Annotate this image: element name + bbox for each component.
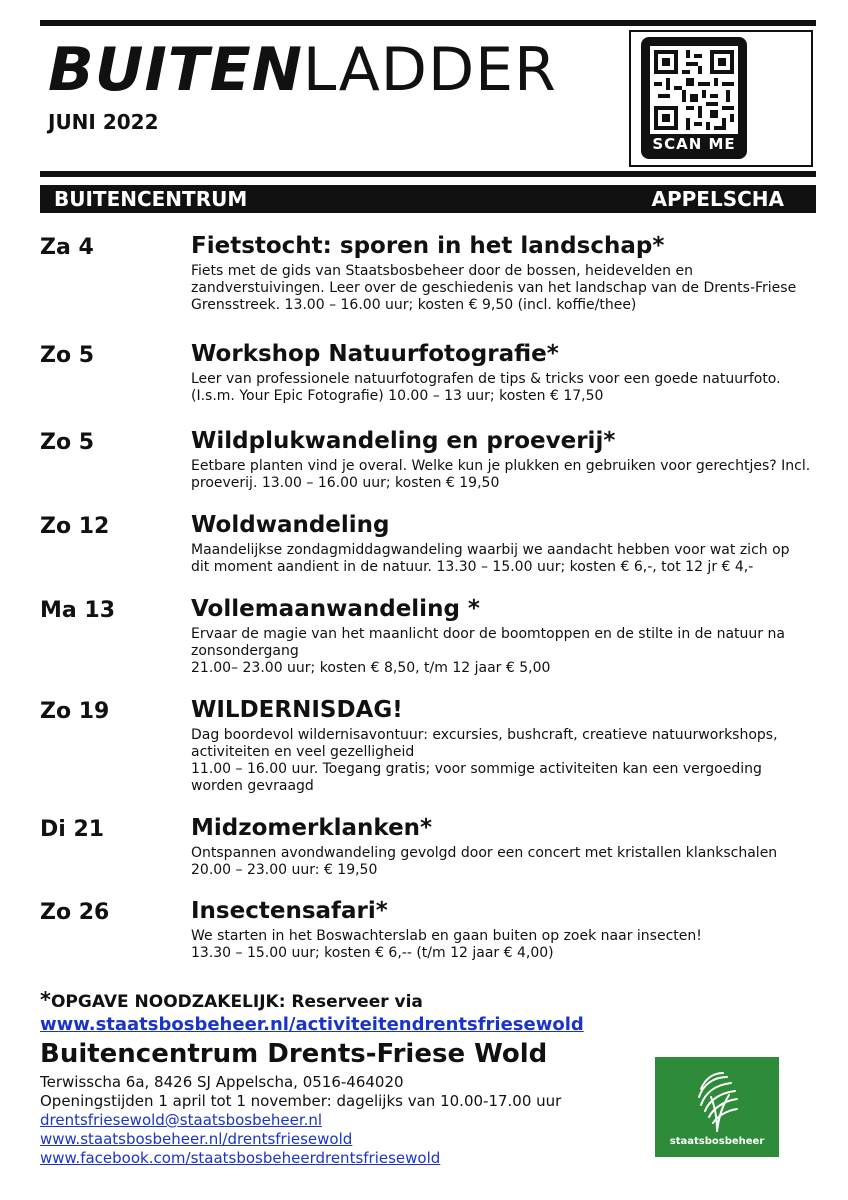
- event-title: Midzomerklanken*: [191, 815, 433, 841]
- facebook-link[interactable]: www.facebook.com/staatsbosbeheerdrentsfriesewold: [40, 1149, 441, 1167]
- event-title: Workshop Natuurfotografie*: [191, 341, 559, 367]
- event-title: Woldwandeling: [191, 512, 390, 538]
- event-date: Za 4: [40, 235, 94, 260]
- event-description: Fiets met de gids van Staatsbosbeheer door de bossen, heidevelden en zandverstuivingen. Leer over de geschiedenis van het landschap van de Drents-Friese Grensstreek. 13.00 – 16.00 uur; kosten € 9,50 (incl. koffie/thee): [191, 263, 797, 313]
- logo-text: staatsbosbeheer: [669, 1136, 765, 1147]
- page-title: [48, 34, 557, 106]
- event-description: Eetbare planten vind je overal. Welke kun je plukken en gebruiken voor gerechtjes? Incl. proeverij. 13.00 – 16.00 uur; kosten € 19,50: [191, 458, 811, 491]
- location-bar-left: BUITENCENTRUM: [54, 187, 248, 211]
- event-description: Leer van professionele natuurfotografen de tips & tricks voor een goede natuurfoto. (I.s.m. Your Epic Fotografie) 10.00 – 13 uur; kosten € 17,50: [191, 371, 781, 404]
- qr-label: SCAN ME: [652, 135, 736, 153]
- email-link[interactable]: drentsfriesewold@staatsbosbeheer.nl: [40, 1111, 323, 1129]
- event-title: Insectensafari*: [191, 898, 388, 924]
- location-bar-right: APPELSCHA: [651, 187, 784, 211]
- qr-code[interactable]: [641, 37, 747, 159]
- address: Terwisscha 6a, 8426 SJ Appelscha, 0516-464020: [40, 1073, 404, 1091]
- event-date: Zo 5: [40, 343, 95, 368]
- qr-code-icon: [650, 46, 738, 134]
- event-description: Ervaar de magie van het maanlicht door de boomtoppen en de stilte in de natuur na zonsondergang 21.00– 23.00 uur; kosten € 8,50, t/m 12 jaar € 5,00: [191, 626, 785, 676]
- asterisk: *: [40, 988, 51, 1012]
- event-title: Fietstocht: sporen in het landschap*: [191, 233, 665, 259]
- qr-box: [629, 30, 813, 167]
- event-description: Ontspannen avondwandeling gevolgd door een concert met kristallen klankschalen 20.00 – 23.00 uur: € 19,50: [191, 845, 778, 878]
- reservation-note: [40, 988, 640, 1012]
- footer: [40, 988, 640, 1168]
- month-label: JUNI 2022: [48, 110, 159, 134]
- center-name: Buitencentrum Drents-Friese Wold: [40, 1039, 548, 1069]
- event-date: Zo 19: [40, 699, 110, 724]
- opening-hours: Openingstijden 1 april tot 1 november: dagelijks van 10.00-17.00 uur: [40, 1092, 562, 1110]
- event-description: We starten in het Boswachterslab en gaan buiten op zoek naar insecten! 13.30 – 15.00 uur; kosten € 6,-- (t/m 12 jaar € 4,00): [191, 928, 702, 961]
- website-link[interactable]: www.staatsbosbeheer.nl/drentsfriesewold: [40, 1130, 353, 1148]
- title-bold: BUITEN: [48, 35, 303, 105]
- reservation-link[interactable]: www.staatsbosbeheer.nl/activiteitendrentsfriesewold: [40, 1014, 584, 1035]
- event-description: Dag boordevol wildernisavontuur: excursies, bushcraft, creatieve natuurworkshops, activiteiten en veel gezelligheid 11.00 – 16.00 uur. Toegang gratis; voor sommige activiteiten kan een vergoeding worden gevraagd: [191, 727, 778, 794]
- tree-icon: [695, 1067, 739, 1133]
- event-date: Ma 13: [40, 598, 116, 623]
- event-title: Vollemaanwandeling *: [191, 596, 480, 622]
- location-bar: [40, 185, 816, 213]
- event-title: Wildplukwandeling en proeverij*: [191, 428, 616, 454]
- event-date: Zo 12: [40, 514, 110, 539]
- title-light: LADDER: [302, 35, 557, 105]
- event-title: WILDERNISDAG!: [191, 697, 403, 723]
- event-date: Di 21: [40, 817, 105, 842]
- reservation-text: OPGAVE NOODZAKELIJK: Reserveer via: [50, 992, 423, 1012]
- staatsbosbeheer-logo: [655, 1057, 779, 1157]
- event-date: Zo 26: [40, 900, 110, 925]
- event-description: Maandelijkse zondagmiddagwandeling waarbij we aandacht hebben voor wat zich op dit moment aandient in de natuur. 13.30 – 15.00 uur; kosten € 6,-, tot 12 jr € 4,-: [191, 542, 790, 575]
- header-rule: [40, 171, 816, 177]
- top-rule: [40, 20, 816, 26]
- event-date: Zo 5: [40, 430, 95, 455]
